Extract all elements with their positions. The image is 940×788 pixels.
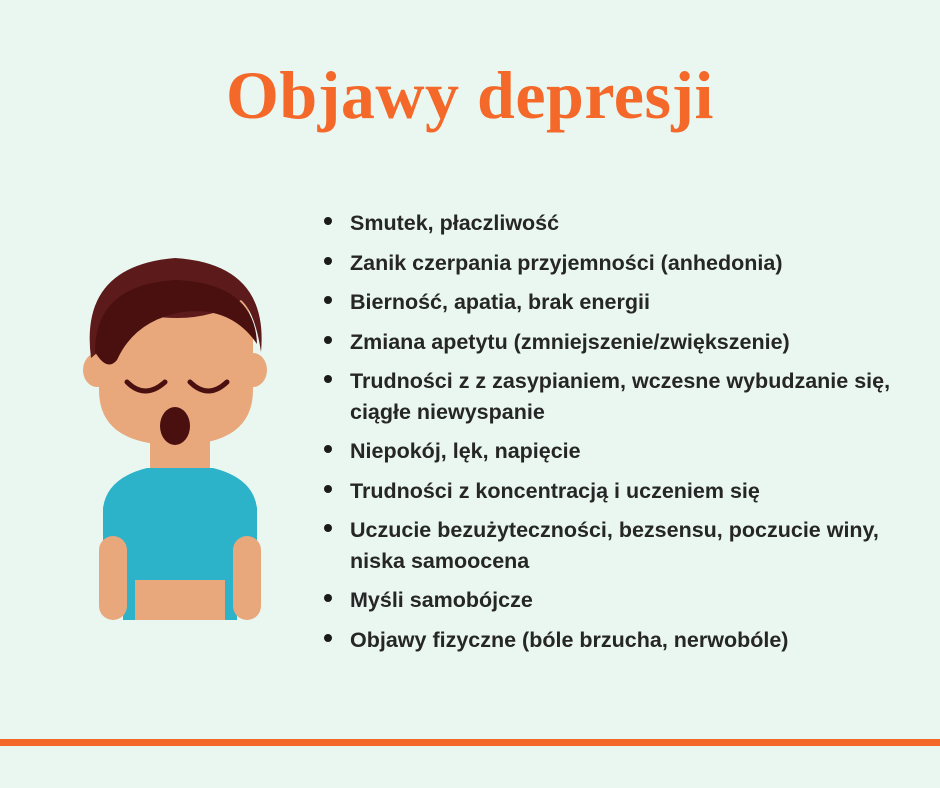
list-item-label: Zmiana apetytu (zmniejszenie/zwiększenie) — [350, 329, 790, 354]
bullet-icon — [324, 217, 332, 225]
list-item — [318, 585, 918, 616]
bullet-icon — [324, 296, 332, 304]
list-item-label: Zanik czerpania przyjemności (anhedonia) — [350, 250, 783, 275]
list-item-label: Niepokój, lęk, napięcie — [350, 439, 581, 464]
list-item-label: Smutek, płaczliwość — [350, 211, 560, 235]
list-item — [318, 476, 918, 507]
bullet-icon — [324, 257, 332, 265]
bullet-icon — [324, 594, 332, 602]
bullet-icon — [324, 524, 332, 532]
list-item-label: Trudności z z zasypianiem, wczesne wybudzanie się, ciągłe niewyspanie — [350, 369, 891, 424]
footer-accent-bar — [0, 739, 940, 746]
bullet-icon — [324, 485, 332, 493]
bullet-icon — [324, 375, 332, 383]
bullet-icon — [324, 445, 332, 453]
list-item — [318, 287, 918, 318]
list-item-label: Trudności z koncentracją i uczeniem się — [350, 478, 760, 503]
list-item — [318, 327, 918, 358]
list-item — [318, 625, 918, 656]
list-item-label: Myśli samobójcze — [350, 588, 533, 613]
bullet-icon — [324, 634, 332, 642]
bullet-icon — [324, 336, 332, 344]
list-item — [318, 208, 918, 239]
symptom-list — [318, 208, 918, 664]
list-item — [318, 436, 918, 467]
list-item-label: Bierność, apatia, brak energii — [350, 290, 650, 315]
list-item-label: Objawy fizyczne (bóle brzucha, nerwobóle) — [350, 627, 789, 652]
poster-content — [0, 200, 940, 730]
page-title: Objawy depresji — [226, 57, 714, 133]
list-item — [318, 248, 918, 279]
list-item — [318, 366, 918, 427]
list-item-label: Uczucie bezużyteczności, bezsensu, poczucie winy, niska samoocena — [350, 518, 879, 573]
list-item — [318, 515, 918, 576]
sad-boy-illustration — [55, 240, 305, 620]
